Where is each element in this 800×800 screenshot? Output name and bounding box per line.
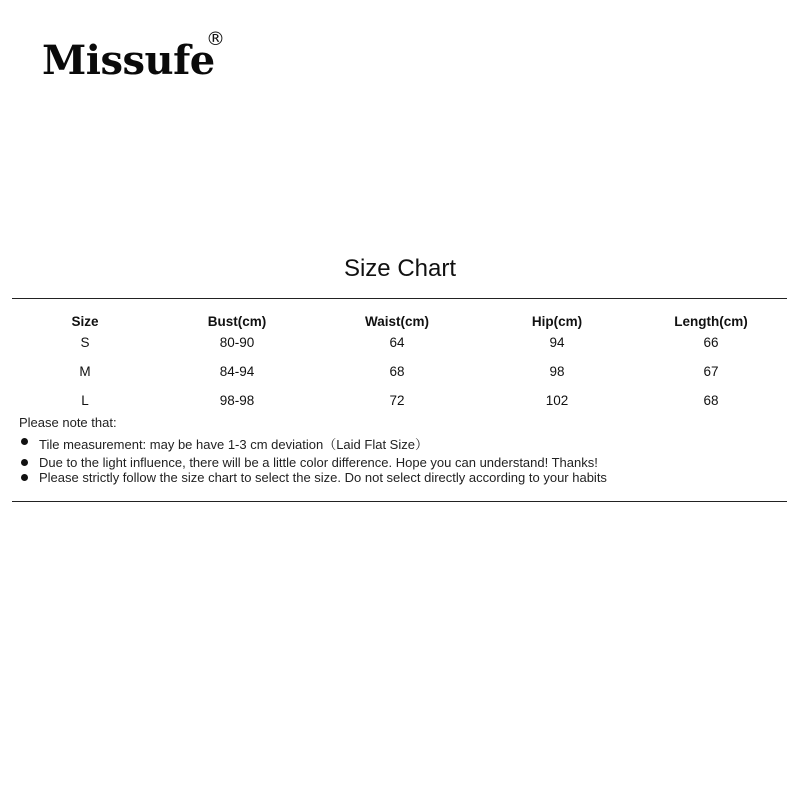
table-header-size: Size [71, 314, 99, 329]
table-cell-bust: 80-90 [219, 335, 255, 350]
note-item: Please strictly follow the size chart to select the size. Do not select directly according to your habits [39, 470, 607, 485]
bullet-icon [21, 438, 28, 445]
table-cell-bust: 84-94 [219, 364, 255, 379]
table-cell-size: M [79, 364, 91, 379]
table-header-bust: Bust(cm) [207, 314, 267, 329]
table-cell-hip: 98 [549, 364, 565, 379]
bullet-icon [21, 474, 28, 481]
table-cell-waist: 72 [389, 393, 405, 408]
brand-name: Missufe [42, 37, 215, 84]
table-header-waist: Waist(cm) [364, 314, 429, 329]
table-cell-length: 66 [703, 335, 719, 350]
note-item: Due to the light influence, there will be a little color difference. Hope you can understand! Thanks! [39, 455, 598, 470]
table-cell-size: L [81, 393, 89, 408]
table-cell-length: 68 [703, 393, 719, 408]
table-header-hip: Hip(cm) [531, 314, 583, 329]
table-cell-waist: 64 [389, 335, 405, 350]
table-header-length: Length(cm) [674, 314, 748, 329]
bottom-divider [12, 501, 787, 502]
notes-intro: Please note that: [19, 415, 117, 430]
table-cell-bust: 98-98 [219, 393, 255, 408]
registered-trademark-icon: ® [206, 28, 225, 50]
page-title: Size Chart [343, 255, 457, 282]
bullet-icon [21, 459, 28, 466]
table-cell-length: 67 [703, 364, 719, 379]
note-item: Tile measurement: may be have 1-3 cm deviation（Laid Flat Size） [39, 437, 428, 452]
table-cell-hip: 102 [545, 393, 569, 408]
top-divider [12, 298, 787, 299]
table-cell-waist: 68 [389, 364, 405, 379]
table-cell-size: S [80, 335, 90, 350]
table-cell-hip: 94 [549, 335, 565, 350]
